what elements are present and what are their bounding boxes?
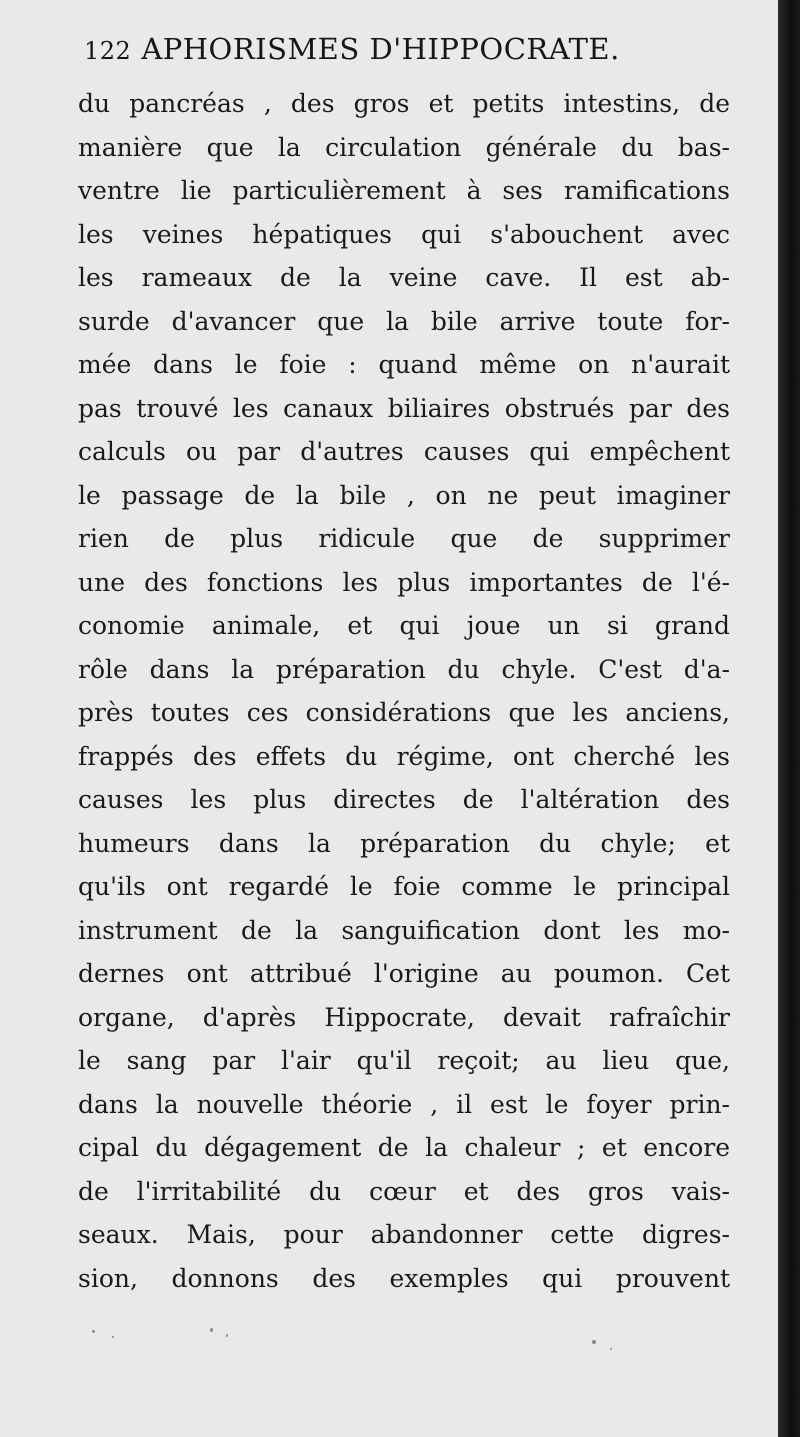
text-line: du pancréas , des gros et petits intestins, de (78, 89, 730, 118)
page-number: 122 (84, 37, 132, 65)
text-line: rôle dans la préparation du chyle. C'est d'a- (78, 654, 730, 684)
paper-speck (112, 1336, 114, 1338)
text-line: les rameaux de la veine cave. Il est ab- (78, 263, 730, 292)
text-line: conomie animale, et qui joue un si grand (78, 611, 730, 640)
paper-speck (226, 1334, 228, 1337)
text-line: humeurs dans la préparation du chyle; et (78, 828, 730, 858)
text-line: rien de plus ridicule que de supprimer (78, 524, 730, 553)
page-binding-shadow (778, 0, 800, 1437)
text-line: frappés des effets du régime, ont cherché les (78, 741, 730, 771)
text-line: une des fonctions les plus importantes de l'é- (78, 567, 730, 597)
text-line: dernes ont attribué l'origine au poumon. Cet (78, 959, 730, 988)
paper-speck (610, 1348, 612, 1350)
text-line: cipal du dégagement de la chaleur ; et encore (78, 1133, 730, 1162)
text-line: de l'irritabilité du cœur et des gros vais- (78, 1176, 730, 1206)
text-line: organe, d'après Hippocrate, devait rafraîchir (78, 1002, 730, 1032)
text-line: près toutes ces considérations que les anciens, (78, 698, 730, 727)
text-line: calculs ou par d'autres causes qui empêchent (78, 437, 730, 466)
text-line: causes les plus directes de l'altération des (78, 785, 730, 814)
paper-speck (210, 1328, 213, 1332)
paper-speck (92, 1330, 95, 1333)
text-line: le passage de la bile , on ne peut imaginer (78, 480, 730, 510)
text-line: sion, donnons des exemples qui prouvent (78, 1263, 730, 1293)
body-text (78, 82, 730, 1300)
text-line: mée dans le foie : quand même on n'aurait (78, 350, 730, 379)
running-header (84, 32, 744, 78)
text-line: ventre lie particulièrement à ses ramifications (78, 176, 730, 205)
text-line: seaux. Mais, pour abandonner cette digres- (78, 1220, 730, 1249)
text-line: instrument de la sanguification dont les mo- (78, 915, 730, 945)
paper-speck (592, 1340, 596, 1344)
running-title: APHORISMES D'HIPPOCRATE. (141, 32, 620, 66)
text-line: le sang par l'air qu'il reçoit; au lieu que, (78, 1046, 730, 1075)
text-line: qu'ils ont regardé le foie comme le principal (78, 872, 730, 901)
text-line: pas trouvé les canaux biliaires obstrués par des (78, 393, 730, 423)
text-line: surde d'avancer que la bile arrive toute for- (78, 306, 730, 336)
text-line: les veines hépatiques qui s'abouchent avec (78, 219, 730, 249)
text-line: manière que la circulation générale du bas- (78, 132, 730, 162)
text-line: dans la nouvelle théorie , il est le foyer prin- (78, 1089, 730, 1119)
